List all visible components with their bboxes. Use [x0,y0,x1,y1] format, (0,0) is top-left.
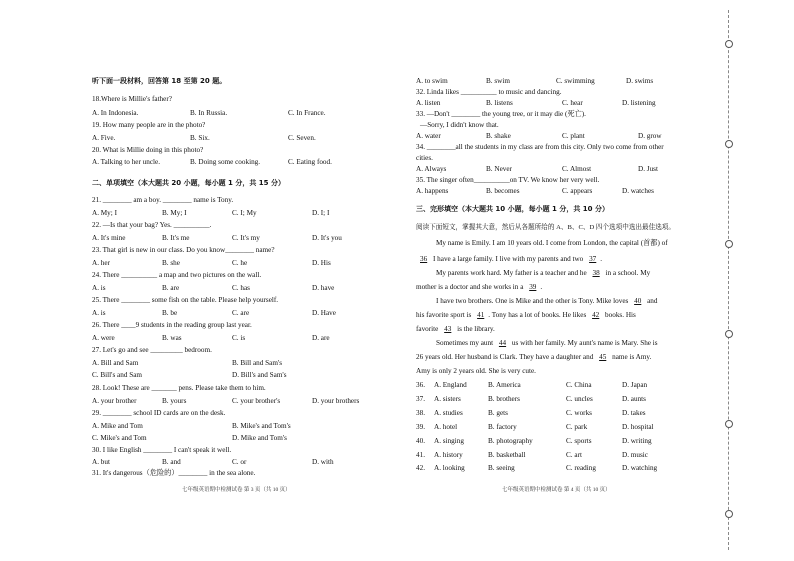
question-27: 27. Let's go and see _________ bedroom. [92,346,212,354]
question-26: 26. There ____9 students in the reading group last year. [92,321,252,329]
option: D. aunts [622,395,646,403]
option: A. is [92,309,106,317]
passage-line: My parents work hard. My father is a teacher and he 38 in a school. My [436,269,651,277]
option: A. My; I [92,209,117,217]
question-28: 28. Look! These are _______ pens. Please take them to him. [92,384,266,392]
page-footer: 七年级英语期中检测试卷 第 3 页（共 10 页） [182,487,291,493]
option: C. Seven. [288,134,316,142]
option: D. watches [622,187,654,195]
option: C. is [232,334,246,342]
option: B. America [488,381,521,389]
question-23: 23. That girl is new in our class. Do you know________ name? [92,246,275,254]
option: A. Mike and Tom [92,422,143,430]
binding-margin [728,0,730,561]
option: B. are [162,284,180,292]
option: A. In Indonesia. [92,109,139,117]
option: C. are [232,309,250,317]
option: C. hear [562,99,583,107]
option: D. have [312,284,335,292]
option: C. plant [562,132,585,140]
option: C. In France. [288,109,326,117]
option: C. sports [566,437,592,445]
option: C. swimming [556,77,595,85]
passage-line: his favorite sport is 41 . Tony has a lot of books. He likes 42 books. His [416,311,636,319]
option: B. brothers [488,395,520,403]
question-34: 34. ________all the students in my class are from this city. Only two come from other [416,143,664,151]
option: A. studies [434,409,463,417]
binding-hole [725,40,733,48]
blank-40: 40 [634,297,642,305]
option: A. It's mine [92,234,126,242]
option: A. her [92,259,110,267]
question-18: 18.Where is Millie's father? [92,95,172,103]
option: A. hotel [434,423,458,431]
question-21: 21. ________ am a boy. ________ name is Tony. [92,196,234,204]
option: A. Always [416,165,447,173]
option: C. or [232,458,247,466]
option: B. factory [488,423,517,431]
question-30: 30. I like English ________ I can't speak it well. [92,446,232,454]
option: A. singing [434,437,464,445]
option: B. was [162,334,182,342]
blank-38: 38 [592,269,600,277]
option: C. Mike's and Tom [92,434,147,442]
question-19: 19. How many people are in the photo? [92,121,206,129]
option: D. His [312,259,331,267]
option: A. Five. [92,134,116,142]
option: B. be [162,309,178,317]
question-34-cont: cities. [416,154,433,162]
blank-42: 42 [592,311,600,319]
option: D. listening [622,99,656,107]
option: A. your brother [92,397,137,405]
option: B. Doing some cooking. [190,158,261,166]
blank-45: 45 [599,353,607,361]
passage-line: 26 years old. Her husband is Clark. They have a daughter and 45 name is Amy. [416,353,652,361]
question-20: 20. What is Millie doing in this photo? [92,146,204,154]
option: A. is [92,284,106,292]
q-num: 39. [416,423,425,431]
option: C. he [232,259,248,267]
binding-line [728,10,729,550]
option: B. It's me [162,234,190,242]
option: D. takes [622,409,646,417]
passage-line: Amy is only 2 years old. She is very cute. [416,367,536,375]
option: D. swims [626,77,654,85]
question-32: 32. Linda likes __________ to music and dancing. [416,88,562,96]
blank-37: 37 [589,255,597,263]
passage-line: favorite 43 is the library. [416,325,495,333]
option: D. Have [312,309,336,317]
option: D. watching [622,464,658,472]
blank-36: 36 [420,255,428,263]
option: A. happens [416,187,449,195]
question-24: 24. There __________ a map and two pictures on the wall. [92,271,262,279]
blank-44: 44 [498,339,507,347]
blank-43: 43 [444,325,452,333]
option: D. Bill's and Sam's [232,371,287,379]
option: B. swim [486,77,510,85]
q-num: 42. [416,464,425,472]
option: B. basketball [488,451,526,459]
option: C. Almost [562,165,592,173]
binding-hole [725,330,733,338]
option: A. listen [416,99,441,107]
option: B. gets [488,409,508,417]
option: D. It's you [312,234,342,242]
option: C. works [566,409,592,417]
question-29: 29. ________ school ID cards are on the desk. [92,409,226,417]
option: D. hospital [622,423,654,431]
option: D. grow [638,132,662,140]
option: D. Mike and Tom's [232,434,287,442]
option: C. Eating food. [288,158,332,166]
question-35: 35. The singer often__________on TV. We know her very well. [416,176,600,184]
option: B. and [162,458,181,466]
option: D. Japan [622,381,648,389]
q-num: 40. [416,437,425,445]
option: D. your brothers [312,397,360,405]
passage-line: 36 I have a large family. I live with my parents and two 37 . [416,256,602,263]
cloze-instruction: 阅读下面短文，掌握其大意，然后从各题所给的 A、B、C、D 四个选项中选出最佳选项。 [416,224,675,231]
option: B. shake [486,132,511,140]
option: A. to swim [416,77,448,85]
q-num: 41. [416,451,425,459]
option: A. looking [434,464,465,472]
question-31: 31. It's dangerous（危险的）________ in the sea alone. [92,469,256,477]
option: A. but [92,458,110,466]
option: A. Talking to her uncle. [92,158,161,166]
q-num: 38. [416,409,425,417]
page-footer: 七年级英语期中检测试卷 第 4 页（共 10 页） [502,487,611,493]
q-num: 37. [416,395,425,403]
option: C. uncles [566,395,593,403]
option: C. appears [562,187,593,195]
question-22: 22. —Is that your bag? Yes. __________. [92,221,212,229]
passage-line: mother is a doctor and she works in a 39 . [416,283,543,291]
question-25: 25. There ________ some fish on the table. Please help yourself. [92,296,279,304]
option: B. My; I [162,209,187,217]
option: B. Mike's and Tom's [232,422,291,430]
option: D. music [622,451,648,459]
section-title-3: 三、完形填空（本大题共 10 小题，每小题 1 分，共 10 分） [416,205,609,213]
option: C. I; My [232,209,257,217]
option: B. Never [486,165,512,173]
option: B. Bill and Sam's [232,359,283,367]
binding-hole [725,240,733,248]
q-num: 36. [416,381,425,389]
binding-hole [725,140,733,148]
option: B. listens [486,99,513,107]
option: A. history [434,451,463,459]
option: A. sisters [434,395,461,403]
option: B. photography [488,437,533,445]
option: B. Six. [190,134,210,142]
option: A. water [416,132,441,140]
question-33-reply: —Sorry, I didn't know that. [420,121,499,129]
option: C. your brother's [232,397,281,405]
option: D. writing [622,437,652,445]
option: D. are [312,334,330,342]
option: C. reading [566,464,596,472]
option: B. yours [162,397,187,405]
option: D. Just [638,165,658,173]
question-33: 33. —Don't ________ the young tree, or it may die (死亡). [416,110,586,118]
listening-intro: 听下面一段材料，回答第 18 至第 20 题。 [92,77,227,85]
option: B. seeing [488,464,515,472]
blank-39: 39 [529,283,537,291]
option: C. has [232,284,250,292]
passage-line: I have two brothers. One is Mike and the other is Tony. Mike loves 40 and [436,297,658,305]
option: A. England [434,381,467,389]
option: C. park [566,423,588,431]
option: B. In Russia. [190,109,228,117]
blank-41: 41 [477,311,485,319]
option: D. with [312,458,334,466]
section-title-2: 二、单项填空（本大题共 20 小题，每小题 1 分，共 15 分） [92,179,285,187]
option: A. Bill and Sam [92,359,139,367]
binding-hole [725,510,733,518]
option: D. I; I [312,209,330,217]
option: C. Bill's and Sam [92,371,143,379]
option: C. It's my [232,234,260,242]
option: C. China [566,381,592,389]
binding-hole [725,420,733,428]
option: B. becomes [486,187,520,195]
option: C. art [566,451,582,459]
passage-line: Sometimes my aunt 44 us with her family. My aunt's name is Mary. She is [436,339,658,347]
option: B. she [162,259,180,267]
passage-line: My name is Emily. I am 10 years old. I come from London, the capital (首都) of [436,239,668,247]
option: A. were [92,334,115,342]
